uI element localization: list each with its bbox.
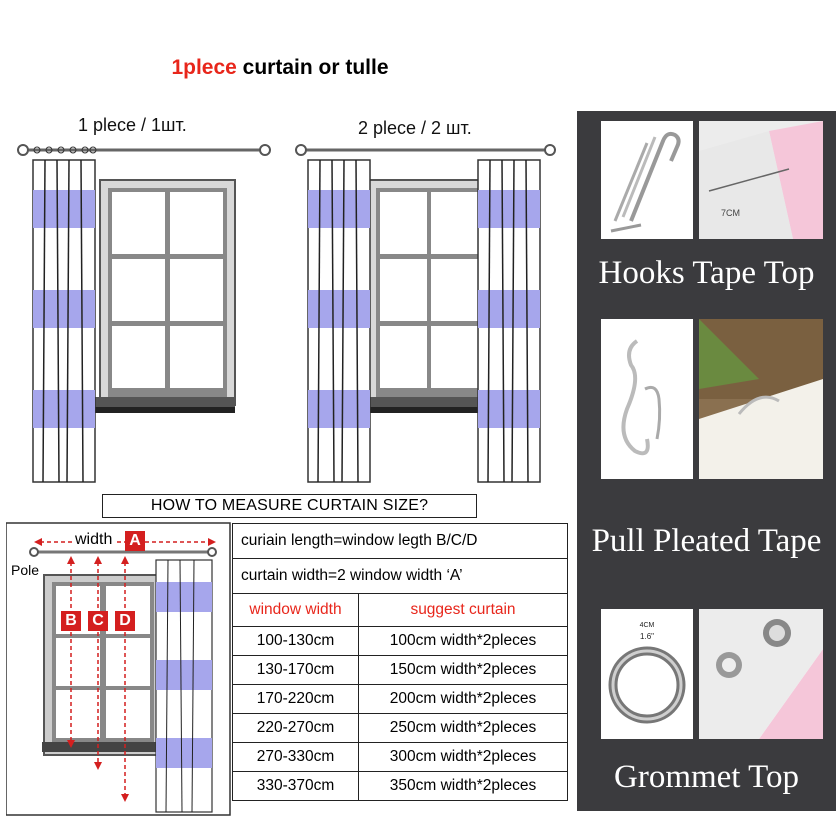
heading-options-panel xyxy=(577,111,836,811)
marker-a: A xyxy=(125,531,145,551)
table-row xyxy=(233,627,568,656)
two-piece-illustration xyxy=(293,135,563,485)
suggest-cell: 350cm width*2pleces xyxy=(359,772,568,801)
window-illustration xyxy=(363,180,488,413)
metal-hook-icon xyxy=(601,121,693,239)
suggest-cell: 300cm width*2pleces xyxy=(359,743,568,772)
table-row xyxy=(233,559,568,594)
window-width-cell: 170-220cm xyxy=(233,685,359,714)
title-highlight: 1plece xyxy=(171,56,237,79)
grommet-size-cm: 4CM xyxy=(639,622,655,629)
pleated-tape-photo xyxy=(699,319,823,479)
title-rest: curtain or tulle xyxy=(236,56,389,79)
option-label-hooks: Hooks Tape Top xyxy=(598,255,815,291)
window-width-cell: 100-130cm xyxy=(233,627,359,656)
page-title xyxy=(0,56,560,80)
one-piece-illustration xyxy=(15,135,275,485)
table-row xyxy=(233,714,568,743)
measure-heading: HOW TO MEASURE CURTAIN SIZE? xyxy=(102,494,477,518)
suggest-cell: 200cm width*2pleces xyxy=(359,685,568,714)
pole-label: Pole xyxy=(11,562,40,578)
table-row xyxy=(233,524,568,559)
one-piece-caption: 1 plece / 1шт. xyxy=(78,115,187,135)
window-width-cell: 330-370cm xyxy=(233,772,359,801)
table-row xyxy=(233,743,568,772)
marker-c: C xyxy=(88,611,108,631)
grommet-size-in: 1.6" xyxy=(640,632,654,641)
window-width-cell: 220-270cm xyxy=(233,714,359,743)
curtain-panel xyxy=(33,147,96,482)
two-piece-caption: 2 plece / 2 шт. xyxy=(358,118,472,138)
col-suggest-curtain: suggest curtain xyxy=(359,594,568,627)
window-width-cell: 270-330cm xyxy=(233,743,359,772)
curtain-panel-right xyxy=(478,160,540,482)
table-row xyxy=(233,772,568,801)
curtain-panel-left xyxy=(308,160,370,482)
option-label-pull-pleated: Pull Pleated Tape xyxy=(591,523,822,559)
option-label-grommet: Grommet Top xyxy=(614,759,799,795)
grommet-ring-icon xyxy=(601,609,693,739)
suggest-cell: 100cm width*2pleces xyxy=(359,627,568,656)
table-header-row xyxy=(233,594,568,627)
size-table xyxy=(232,523,568,801)
marker-d: D xyxy=(115,611,135,631)
length-rule: curiain length=window legth B/C/D xyxy=(233,524,568,559)
width-label: width xyxy=(72,531,115,549)
table-row xyxy=(233,685,568,714)
curtain-panel xyxy=(156,560,212,812)
s-hook-icon xyxy=(601,319,693,479)
suggest-cell: 250cm width*2pleces xyxy=(359,714,568,743)
grommet-detail-photo xyxy=(699,609,823,739)
window-illustration xyxy=(95,180,235,413)
tape-size-label: 7CM xyxy=(721,208,741,218)
col-window-width: window width xyxy=(233,594,359,627)
pleat-tape-photo xyxy=(699,121,823,239)
suggest-cell: 150cm width*2pleces xyxy=(359,656,568,685)
width-rule: curtain width=2 window width ‘A’ xyxy=(233,559,568,594)
marker-b: B xyxy=(61,611,81,631)
window-width-cell: 130-170cm xyxy=(233,656,359,685)
table-row xyxy=(233,656,568,685)
measure-diagram xyxy=(6,520,232,818)
